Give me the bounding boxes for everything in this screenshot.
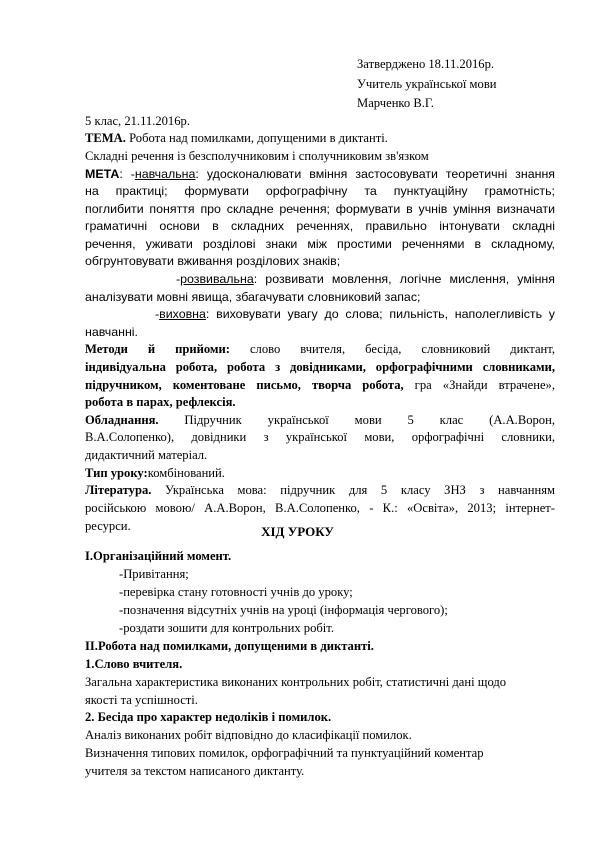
goal-line-4: граматичні основи в складних реченнях, правильно інтонувати складні [85,219,555,233]
goal-up-dash: - [155,307,160,321]
goal-developmental-line-2: аналізувати мовні явища, збагачувати словниковий запас; [85,290,421,304]
equipment-line-3: дидактичний матеріал. [85,448,208,462]
goal-developmental-text: : розвивати мовлення, логічне мислення, уміння [253,272,555,286]
lesson-progress-title: ХІД УРОКУ [261,524,334,539]
section-2-sub-2-line-2: Визначення типових помилок, орфографічний та пунктуаційний коментар [85,746,484,760]
section-2-sub-2-line-3: учителя за текстом написаного диктанту. [85,764,305,778]
goal-dev-dash: - [176,272,181,286]
equipment-line-1 [85,413,555,428]
section-2-sub-1-line-2: якості та успішності. [85,693,198,707]
literature-line-1 [85,483,555,498]
literature-line-3: ресурси. [85,519,131,533]
literature-label: Література. [85,483,152,497]
section-2-sub-1-title: 1.Слово вчителя. [85,657,183,671]
methods-line-3 [85,378,555,393]
equipment-text: Підручник української мови 5 клас (А.А.Ворон, [158,413,555,427]
topic-line [85,131,555,146]
section-1-item-4: -роздати зошити для контрольних робіт. [119,621,335,635]
section-2-sub-2-line-1: Аналіз виконаних робіт відповідно до класифікації помилок. [85,728,412,742]
goal-developmental-line-1 [176,272,555,287]
goal-line-6: обгрунтовувати вживання розділових знаків; [85,254,341,268]
methods-line-3-bold: підручником, коментоване письмо, творча робота, [85,378,404,392]
section-1-title: I.Організаційний момент. [85,549,232,563]
goal-upbringing-line-2: навчанні. [85,325,138,339]
methods-line-3-normal: гра «Знайди втрачене», [403,378,555,392]
lesson-type-label: Тип уроку: [85,466,148,480]
topic-text: Робота над помилками, допущеними в диктанті. [125,131,388,145]
approval-line-1: Затверджено 18.11.2016р. [357,57,495,71]
goal-line-1 [85,167,555,182]
approval-line-3: Марченко В.Г. [357,96,434,110]
goal-educational-text: : удосконалювати вміння застосовувати теоретичні знання [195,167,555,181]
lesson-type-value: комбінований. [147,466,225,480]
section-2-sub-1-line-1: Загальна характеристика виконаних контрольних робіт, статистичні дані щодо [85,675,507,689]
equipment-line-2: В.А.Солопенко), довідники з української мови, орфографічні словники, [85,430,555,444]
literature-text: Українська мова: підручник для 5 класу ЗНЗ з навчанням [151,483,555,497]
section-2-title: II.Робота над помилками, допущеними в диктанті. [85,639,374,653]
goal-upbringing-line-1 [155,307,555,322]
methods-line-4: робота в парах, рефлексія. [85,395,236,409]
goal-upbringing-label: виховна [159,307,206,321]
section-1-item-2: -перевірка стану готовності учнів до уроку; [119,585,353,599]
goal-educational-label: навчальна [134,167,196,181]
topic-subtitle: Складні речення із безсполучниковим і сполучниковим зв'язком [85,149,429,163]
goal-line-5: речення, уживати розділові знаки між простими реченнями в складному, [85,237,555,251]
goal-colon: : - [119,167,135,181]
methods-text: слово вчителя, бесіда, словниковий диктант, [229,342,555,356]
goal-line-3: поглибити поняття про складне речення; формувати в учнів уміння визначати [85,202,555,216]
section-1-item-3: -позначення відсутніх учнів на уроці (інформація чергового); [119,603,448,617]
equipment-label: Обладнання. [85,413,159,427]
approval-line-2: Учитель української мови [357,77,497,91]
lesson-type-line [85,466,555,481]
goal-line-2: на практиці; формувати орфографічну та пунктуаційну грамотність; [85,184,555,198]
section-2-sub-2-title: 2. Бесіда про характер недоліків і помилок. [85,710,332,724]
class-date: 5 клас, 21.11.2016р. [85,114,190,128]
methods-line-1 [85,342,555,357]
methods-label: Методи й прийоми: [85,342,230,356]
goal-upbringing-text: : виховувати увагу до слова; пильність, наполегливість у [205,307,555,321]
methods-line-2: індивідуальна робота, робота з довідниками, орфографічними словниками, [85,360,555,374]
section-1-item-1: -Привітання; [119,567,189,581]
literature-line-2: російською мовою/ А.А.Ворон, В.А.Солопенко, - К.: «Освіта», 2013; інтернет- [85,501,555,515]
goal-label: МЕТА [85,167,120,181]
goal-developmental-label: розвивальна [180,272,254,286]
topic-label: ТЕМА. [85,131,126,145]
